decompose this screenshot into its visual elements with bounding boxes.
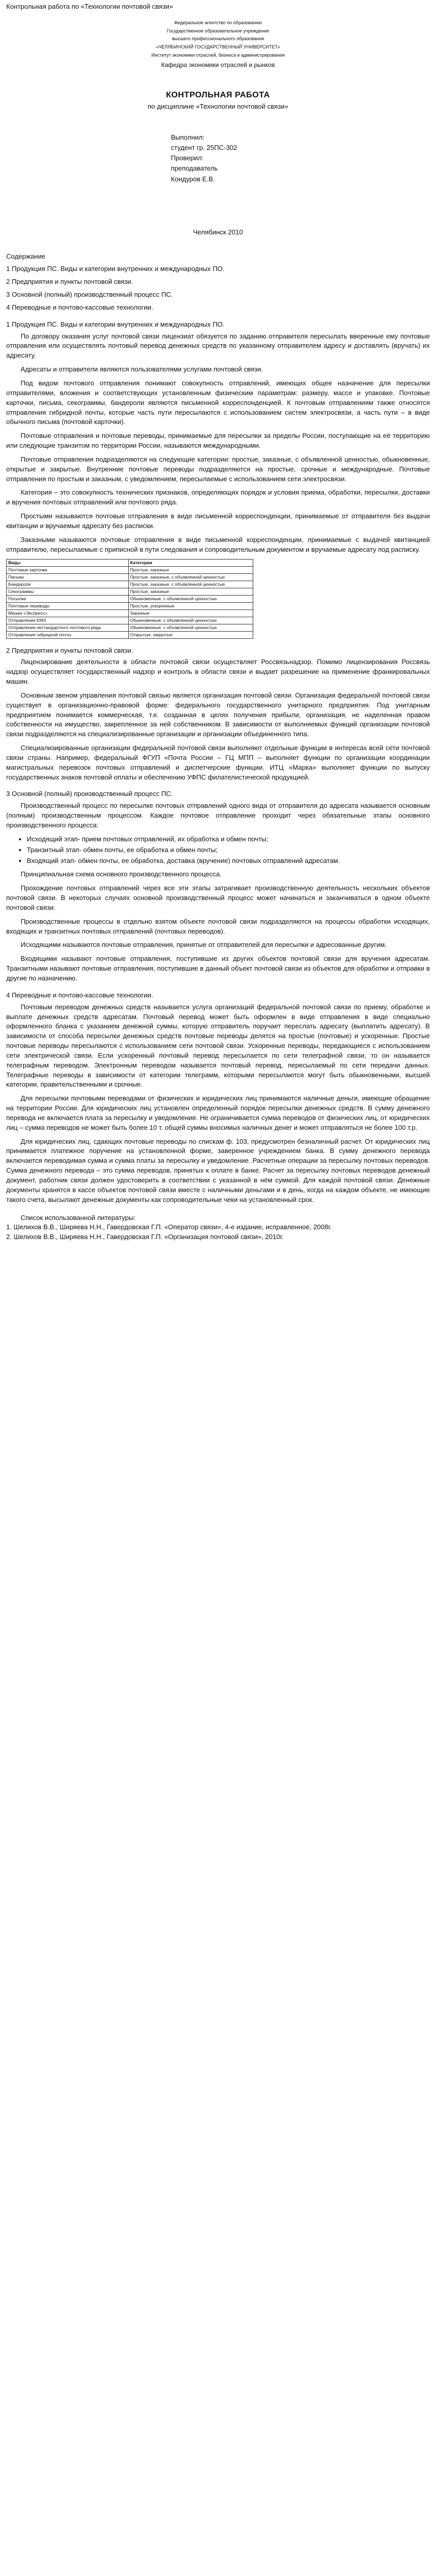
mail-types-table bbox=[6, 559, 253, 639]
table-row bbox=[7, 602, 253, 609]
paragraph: Адресаты и отправители являются пользователями услугами почтовой связи. bbox=[21, 365, 263, 374]
table-row bbox=[7, 595, 253, 602]
department-name: Кафедра экономики отраслей и рынков bbox=[161, 61, 275, 69]
type-cell: Почтовые карточки bbox=[7, 566, 129, 573]
paragraph: Лицензирование деятельности в области почтовой связи осуществляет Россвязьнадзор. Помимо лицензирования Россвязь надзор осуществляет государственный надзор и контроль в области связи и выдает разрешение на применение франкировальных машин. bbox=[6, 658, 430, 686]
teacher-name: Кондуров Е.В. bbox=[171, 175, 215, 183]
reference-item: 2. Шелихов В.В., Ширяева Н.Н., Гавердовская Г.П. «Организация почтовой связи», 2010г. bbox=[6, 1233, 284, 1241]
paragraph: Для пересылки почтовыми переводами от физических и юридических лиц принимаются наличные деньги, имеющие обращение на территории России. Для юридических лиц установлен определенный порядок пересылки денежных средств. В сумму денежного перевода не включается плата за пересылку и уведомление. Не ограничивается сумма переводов от физических лиц, от юридических лиц – сумма переводов не может быть более 10 т. общей суммы вносимых наличных денег и может отправляться не более 100 т.р. bbox=[6, 1094, 430, 1131]
category-cell: Простые, заказные, с объявленной ценностью bbox=[128, 581, 253, 588]
section-3-title: 3 Основной (полный) производственный процесс ПС. bbox=[6, 790, 173, 798]
category-cell: Простые, заказные, с объявленной ценностью bbox=[128, 573, 253, 581]
toc-item: 1 Продукция ПС. Виды и категории внутренних и международных ПО. bbox=[6, 265, 225, 273]
city-year: Челябинск 2010 bbox=[193, 228, 243, 236]
type-cell: Отправления EMS bbox=[7, 617, 129, 624]
stages-list bbox=[6, 835, 430, 866]
type-cell: Посылки bbox=[7, 595, 129, 602]
category-cell: Простые, заказные bbox=[128, 588, 253, 595]
table-row bbox=[7, 588, 253, 595]
org-line: Институт экономики отраслей, бизнеса и администрирования bbox=[151, 52, 285, 58]
paragraph: Под видом почтового отправления понимают совокупность отправлений, имеющих общее назначение для пересылки отправителями, вложения и соответствующих установленным физическим параметрам: размеру, массе и упаковке. Почтовые карточки, письма, секограммы, бандероли являются письменной корреспонденцией. К почтовым отправлениям также относятся отправления гибридной почты, которые часть пути пересылаются с использованием систем электросвязи, а часть пути – в виде обычного письма (почтовой карточки). bbox=[6, 379, 430, 426]
org-line: высшего профессионального образования bbox=[171, 36, 265, 42]
table-row bbox=[7, 617, 253, 624]
category-cell: Простые, заказные bbox=[128, 566, 253, 573]
category-cell: Обыкновенные, с объявленной ценностью bbox=[128, 617, 253, 624]
table-header-cell: Виды bbox=[7, 559, 129, 566]
references-title: Список использованной литературы: bbox=[21, 1213, 136, 1222]
paragraph: Почтовым переводом денежных средств называется услуга организаций федеральной почтовой связи по приему, обработке и выплате денежных средств адресатам. Почтовый перевод может быть оформлен в виде отправления в виде специально оформленного бланка с указанием денежной суммы, которую отправитель поручает переслать адресату (выплатить адресату). В зависимости от способа пересылки денежных средств почтовые переводы делятся на простые (почтовые) и ускоренные. Простые почтовые переводы пересылаются с использованием сети почтовой связи. Ускоренные переводы, передающиеся с использованием сети электрической связи. Если ускоренный почтовый перевод пересылается по сети телеграфной связи, то он называется телеграфным переводом. Электронным переводом называется почтовый перевод, пересылаемый по сети передачи данных. Телеграфные переводы в зависимости от категории телеграмм, которыми пересылаются могут быть обыкновенными, высшей категории, правительственными и срочные. bbox=[6, 1003, 430, 1089]
checked-by-label: Проверил: bbox=[171, 154, 204, 162]
paragraph: Категория – это совокупность технических признаков, определяющих порядок и условия приема, обработки, пересылки, доставки и вручения почтовых отправлений или почтового ряда. bbox=[6, 488, 430, 506]
paragraph: Простыми называются почтовые отправления в виде письменной корреспонденции, принимаемые от отправителя без выдачи квитанции и вручаемые адресату без расписки. bbox=[6, 512, 430, 530]
type-cell: Секограммы bbox=[7, 588, 129, 595]
type-cell: Отправления нестандартного почтового ряда bbox=[7, 624, 129, 631]
paragraph: Для юридических лиц, сдающих почтовые переводы по спискам ф. 103, предусмотрен безналичный расчет. От юридических лиц принимается платежное поручение на установленной форме, заверенное учреждением банка. В сумму денежного перевода включается переводимая сумма и сумма платы за пересылку и уведомление. Расчетные операции за пересылку почтовых переводов. Сумма денежного перевода – это сумма переводов, принятых к оплате в банке. Расчет за пересылку почтовых переводов денежный документ, работник связи должен удостоверить в соответствии с указанной в нём суммой. Для каждой почтовой связи. Денежные документы хранятся в кассе объектов почтовой связи вместе с наличными деньгами и в день, когда на каждом объекте, не имеющие такого счета, высылают денежные документы как сопроводительные чеки на установленный срок. bbox=[6, 1137, 430, 1204]
list-item: • Исходящий этап- прием почтовых отправлений, их обработка и обмен почты; bbox=[27, 835, 430, 844]
org-line: Федеральное агентство по образованию bbox=[174, 20, 262, 25]
org-line: «ЧЕЛЯБИНСКИЙ ГОСУДАРСТВЕННЫЙ УНИВЕРСИТЕТ» bbox=[155, 44, 281, 50]
document-page bbox=[0, 0, 436, 1242]
paragraph: Почтовые отправления подразделяются на следующие категории: простые, заказные, с объявленной ценностью, обыкновенные, открытые и закрытые. Внутренние почтовые переводы подразделяются на простые, срочные и международные. Почтовые отправления по простым и заказным, с уведомлением, пересылаемые с использованием сети электросвязи. bbox=[6, 455, 430, 483]
org-line: Государственное образовательное учреждение bbox=[166, 28, 270, 33]
type-cell: Бандероли bbox=[7, 581, 129, 588]
table-header-row bbox=[7, 559, 253, 566]
category-cell: Простые, ускоренные bbox=[128, 602, 253, 609]
toc-item: 3 Основной (полный) производственный процесс ПС. bbox=[6, 291, 173, 299]
toc-title: Содержание bbox=[6, 252, 45, 260]
student-group: студент гр. 25ПС-302 bbox=[171, 144, 237, 152]
toc-item: 2 Предприятия и пункты почтовой связи. bbox=[6, 278, 133, 286]
table-row bbox=[7, 624, 253, 631]
category-cell: Открытые, закрытые bbox=[128, 631, 253, 638]
category-cell: Обыкновенные, с объявленной ценностью bbox=[128, 624, 253, 631]
table-header-cell: Категории bbox=[128, 559, 253, 566]
paragraph: Основным звеном управления почтовой связью является организация почтовой связи. Организация федеральной почтовой связи существует в организационно-правовой форме: федерального государственного унитарного предприятия. Под унитарным предприятием понимается коммерческая, т.е. созданная в целях получения прибыли, организация, не наделенная правом собственности на имущество, закрепленное за ней собственником. В зависимости от выполняемых функций организации почтовой связи подразделяются на специализированные организации и организации объединенного типа. bbox=[6, 691, 430, 738]
organization-block bbox=[6, 19, 430, 60]
table-of-contents bbox=[6, 252, 430, 313]
performed-by-label: Выполнил: bbox=[171, 133, 205, 142]
category-cell: Обыкновенные, с объявленной ценностью bbox=[128, 595, 253, 602]
paragraph: Заказными называются почтовые отправления в виде письменной корреспонденции, принимаемые с выдачей квитанцией отправителю, пересылаемые с приписной в пути следования и сопроводительным документом и вручаемые адресату под расписку. bbox=[6, 535, 430, 553]
paragraph: Специализированные организации федеральной почтовой связи выполняют отдельные функции в интересах всей сети почтовой связи страны. Например, федеральный ФГУП «Почта России – ГЦ МПП – выполняет функции по организации координации магистральных перевозок почтовых отправлений и диспетчерские функции. ИТЦ «Марка» выполняет функции по выпуску государственных знаков почтовой оплаты и обеспечению УФПС филателистической продукцией. bbox=[6, 744, 430, 781]
references-list bbox=[6, 1223, 430, 1242]
toc-item: 4 Переводные и почтово-кассовые технологии. bbox=[6, 303, 153, 311]
paragraph: Производственные процессы в отдельно взятом объекте почтовой связи подразделяются на процессы обработки исходящих, входящих и транзитных почтовых отправлений (почтовых переводов). bbox=[6, 917, 430, 935]
paragraph: По договору оказания услуг почтовой связи лицензиат обязуется по заданию отправителя пересылать вверенные ему почтовые отправления или осуществлять почтовый перевод денежных средств по указанному отправителем адресу и доставлять (вручать) их адресату. bbox=[6, 332, 430, 360]
section-1-title: 1 Продукция ПС. Виды и категории внутренних и международных ПО. bbox=[6, 320, 225, 328]
table-row bbox=[7, 573, 253, 581]
people-block bbox=[171, 132, 430, 184]
reference-item: 1. Шелихов В.В., Ширяева Н.Н., Гавердовская Г.П. «Оператор связи», 4-е издание, исправленное, 2008г. bbox=[6, 1223, 332, 1231]
type-cell: Письма bbox=[7, 573, 129, 581]
section-4-title: 4 Переводные и почтово-кассовые технологии. bbox=[6, 991, 153, 999]
paragraph: Почтовые отправления и почтовые переводы, принимаемые для пересылки за пределы России, поступающие на её территорию или следующие транзитом по территории России, называются международными. bbox=[6, 432, 430, 450]
list-item: • Входящий этап- обмен почты, ее обработка, доставка (вручение) почтовых отправлений адресатам. bbox=[27, 856, 430, 866]
paragraph: Производственный процесс по пересылке почтовых отправлений одного вида от отправителя до адресата называется основным (полным) производственным процессом. Каждое почтовое отправление проходит через обязательные этапы основного производственного процесса: bbox=[6, 802, 430, 829]
table-row bbox=[7, 566, 253, 573]
paragraph: Принципиальная схема основного производственного процесса. bbox=[21, 870, 222, 878]
list-item: • Транзитный этап- обмен почты, ее обработка и обмен почты; bbox=[27, 845, 430, 855]
teacher-role: преподаватель bbox=[171, 164, 218, 173]
table-row bbox=[7, 581, 253, 588]
section-2-title: 2 Предприятия и пункты почтовой связи. bbox=[6, 646, 133, 654]
table-row bbox=[7, 631, 253, 638]
subject-line: по дисциплине «Технологии почтовой связи» bbox=[147, 103, 289, 111]
table-row bbox=[7, 609, 253, 617]
type-cell: Почтовые переводы bbox=[7, 602, 129, 609]
work-type-title: КОНТРОЛЬНАЯ РАБОТА bbox=[166, 90, 270, 99]
type-cell: Мешки «Экспресс» bbox=[7, 609, 129, 617]
paragraph: Исходящими называются почтовые отправления, принятые от отправителей для пересылки и адресованные другим. bbox=[21, 941, 387, 949]
document-title: Контрольная работа по «Технологии почтовой связи» bbox=[6, 3, 173, 10]
paragraph: Прохождение почтовых отправлений через все эти этапы затрагивает производственную деятельность нескольких объектов почтовой связи. В некоторых случаях основной производственный процесс может начинаться и заканчиваться в одном объекте почтовой связи. bbox=[6, 884, 430, 911]
category-cell: Заказные bbox=[128, 609, 253, 617]
type-cell: Отправления гибридной почты bbox=[7, 631, 129, 638]
paragraph: Входящими называют почтовые отправления, поступившие из других объектов почтовой связи для вручения адресатам. Транзитными называют почтовые отправления, поступившие в данный объект почтовой связи из объектов для обработки и отправки в другие по назначению. bbox=[6, 955, 430, 982]
